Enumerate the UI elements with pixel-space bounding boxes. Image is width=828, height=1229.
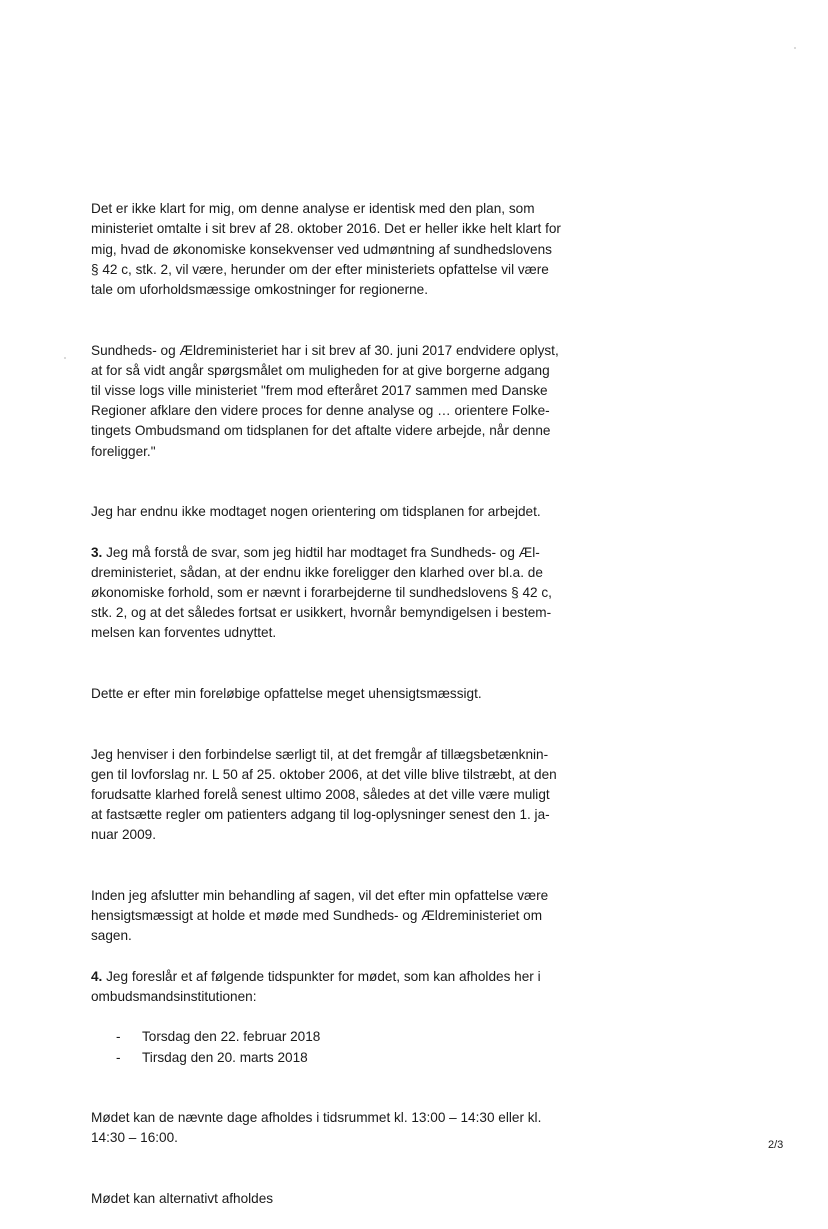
section-number: 3. — [91, 544, 103, 560]
list-dash: - — [116, 1029, 121, 1045]
meeting-dates-list — [91, 1027, 591, 1067]
paragraph-text: Mødet kan alternativt afholdes — [91, 1191, 274, 1206]
page-number: 2/3 — [768, 1139, 784, 1151]
paragraph — [91, 724, 591, 845]
list-item — [91, 1048, 591, 1068]
paragraph-text: Dette er efter min foreløbige opfattelse meget uhensigtsmæssigt. — [91, 686, 482, 702]
paragraph — [91, 1088, 591, 1149]
paragraph-text: Det er ikke klart for mig, om denne analyse er identisk med den plan, som ministeriet omtalte i sit brev af 28. oktober 2016. Det er heller ikke helt klart for mig, hvad de økonomiske konsekvenser ved udmøntning af sundhedslovens § 42 c, stk. 2, vil være, herunder om der efter ministeriets opfattelse vil være tale om uforholdsmæssige omkostninger for regionerne. — [91, 201, 561, 298]
paragraph-text: Sundheds- og Ældreministeriet har i sit brev af 30. juni 2017 endvidere oplyst, at for så vidt angår spørgsmålet om muligheden for at give borgerne adgang til visse logs ville ministeriet "frem mod efteråret 2017 sammen med Danske Regioner afklare den videre proces for denne analyse og … orientere Folke- tingets Ombudsmand om tidsplanen for det aftalte videre arbejde, når denne foreligger." — [91, 342, 559, 459]
paragraph-text: Jeg har endnu ikke modtaget nogen orientering om tidsplanen for arbejdet. — [91, 504, 541, 520]
paragraph — [91, 664, 591, 704]
list-item-text: Torsdag den 22. februar 2018 — [142, 1029, 321, 1045]
paragraph — [91, 482, 591, 522]
paragraph-text: Jeg henviser i den forbindelse særligt til, at det fremgår af tillægsbetænknin- gen til lovforslag nr. L 50 af 25. oktober 2006, at det ville blive tilstræbt, at den forudsatte klarhed forelå senest ultimo 2008, således at det ville være muligt at fastsætte regler om patienters adgang til log-oplysninger senest den 1. ja- nuar 2009. — [91, 746, 557, 843]
paragraph — [91, 320, 591, 461]
scan-speck — [64, 357, 66, 359]
paragraph-text: Mødet kan de nævnte dage afholdes i tidsrummet kl. 13:00 – 14:30 eller kl. 14:30 – 16:00. — [91, 1110, 542, 1146]
section-3-paragraph — [91, 543, 591, 644]
scan-speck — [794, 47, 796, 49]
paragraph — [91, 866, 591, 947]
paragraph-text: Inden jeg afslutter min behandling af sagen, vil det efter min opfattelse være hensigtsmæssigt at holde et møde med Sundheds- og Ældreministeriet om sagen. — [91, 888, 549, 944]
list-item — [91, 1027, 591, 1047]
section-4-paragraph — [91, 967, 591, 1007]
paragraph-text: Jeg foreslår et af følgende tidspunkter for mødet, som kan afholdes her i ombudsmandsinstitutionen: — [91, 968, 541, 1005]
letter-body — [91, 179, 591, 1229]
paragraph — [91, 179, 591, 300]
section-number: 4. — [91, 968, 103, 984]
list-item-text: Tirsdag den 20. marts 2018 — [142, 1049, 308, 1065]
list-dash: - — [116, 1049, 121, 1065]
paragraph-text: Jeg må forstå de svar, som jeg hidtil har modtaget fra Sundheds- og Æl- dreministeriet, sådan, at der endnu ikke foreligger den klarhed over bl.a. de økonomiske forhold, som er nævnt i forarbejderne til sundhedslovens § 42 c, stk. 2, og at det således fortsat er usikkert, hvornår bemyndigelsen i bestem- melsen kan forventes udnyttet. — [91, 544, 552, 641]
paragraph — [91, 1169, 591, 1209]
